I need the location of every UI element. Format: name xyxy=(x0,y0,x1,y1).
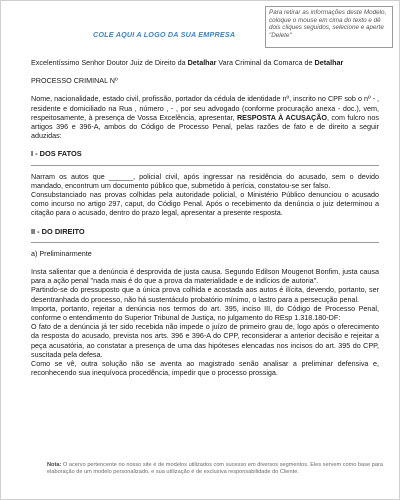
document-body xyxy=(31,58,379,377)
facts-paragraph-1: Narram os autos que ______, policial civil, após ingressar na residência do acusado, sem o devido mandado, encontrum um documento público que, submetido à perícia, constatou-se ser falso. xyxy=(31,171,379,190)
intro-paragraph xyxy=(31,94,379,140)
addressee-comarca-placeholder: Detalhar xyxy=(314,58,344,67)
footer-note xyxy=(47,462,383,476)
footer-label: Nota: xyxy=(47,462,62,468)
law-paragraph-3: Importa, portanto, rejeitar a denúncia nos termos do art. 395, inciso III, do Código de Processo Penal, conforme o entendimento do Superior Tribunal de Justiça, no julgamento do REsp 1.318.180-DF: xyxy=(31,303,379,323)
section-divider xyxy=(31,165,379,166)
law-paragraph-5: Como se vê, outra solução não se aventa ao magistrado senão analisar a preliminar defensiva e, reconhecendo sua inequívoca procedência, impedir que o processo prossiga. xyxy=(31,359,379,378)
logo-placeholder: COLE AQUI A LOGO DA SUA EMPRESA xyxy=(93,30,236,39)
law-paragraph-2: Partindo-se do pressuposto que a única prova colhida e acostada aos autos é ilícita, devendo, portanto, ser desentranhada do processo, não há sustentáculo probatório mínimo, o lastro para a persecução penal. xyxy=(31,285,379,304)
addressee-vara-placeholder: Detalhar xyxy=(187,58,217,67)
law-paragraph-4: O fato de a denúncia já ter sido recebida não impede o juízo de primeiro grau de, logo após o oferecimento da resposta do acusado, prevista nos arts. 396 e 396-A do CPP, reconsiderar a anterior decisão e rejeitar a peça acusatória, ao constatar a presença de uma das hipóteses elencadas nos incisos do art. 395 do CPP, suscitada pela defesa. xyxy=(31,322,379,359)
instruction-box: Para retirar as informações deste Modelo, coloque o mouse em cima do texto e dê dois cliques seguidos, selecione e aperte "Delete" xyxy=(265,6,393,48)
addressee-prefix: Excelentíssimo Senhor Doutor Juiz de Direito da xyxy=(31,58,188,67)
subsection-preliminary: a) Preliminarmente xyxy=(31,248,92,258)
facts-paragraph-2: Consubstanciado nas provas colhidas pela autoridade policial, o Ministério Público denunciou o acusado como incurso no artigo 297, caput, do Código Penal. Após o recebimento da denúncia o juiz determinou a citação para o acusado, dentro do prazo legal, apresentar a presente resposta. xyxy=(31,190,379,218)
intro-text-2: , com fulcro nos artigos 396 e 396-A, ambos do Código de Processo Penal, pelas razões de fato e de direito a seguir aduzidas: xyxy=(31,112,380,141)
footer-text: O acervo pertencente no nosso site é de modelos utilizados com sucesso em diversos segmentos. Eles servem como base para elaboração de um modelo personalizado, e sua utilização é de exclusiva responsabilidade do Cliente. xyxy=(47,462,383,475)
process-number: PROCESSO CRIMINAL Nº xyxy=(31,76,118,86)
intro-bold: RESPOSTA À ACUSAÇÃO xyxy=(236,112,327,122)
section-law-title: II - DO DIREITO xyxy=(31,226,85,236)
addressee-middle: Vara Criminal da Comarca de xyxy=(216,58,315,67)
law-paragraph-1: Insta salientar que a denúncia é desprovida de justa causa. Segundo Edilson Mougenot Bonfim, justa causa para a ação penal "nada mais é do que a prova da materialidade e de indícios de autoria". xyxy=(31,267,379,286)
section-divider xyxy=(31,242,379,243)
section-facts-title: I - DOS FATOS xyxy=(31,149,82,159)
addressee xyxy=(31,58,379,67)
intro-text-1: Nome, nacionalidade, estado civil, profissão, portador da cédula de identidade nº, inscrito no CPF sob o nº - , residente e domiciliado na Rua , número , - , por seu advogado (conforme procuração anexa - doc.), vem, respeitosamente, à presença de Vossa Excelência, apresentar, xyxy=(31,94,379,122)
